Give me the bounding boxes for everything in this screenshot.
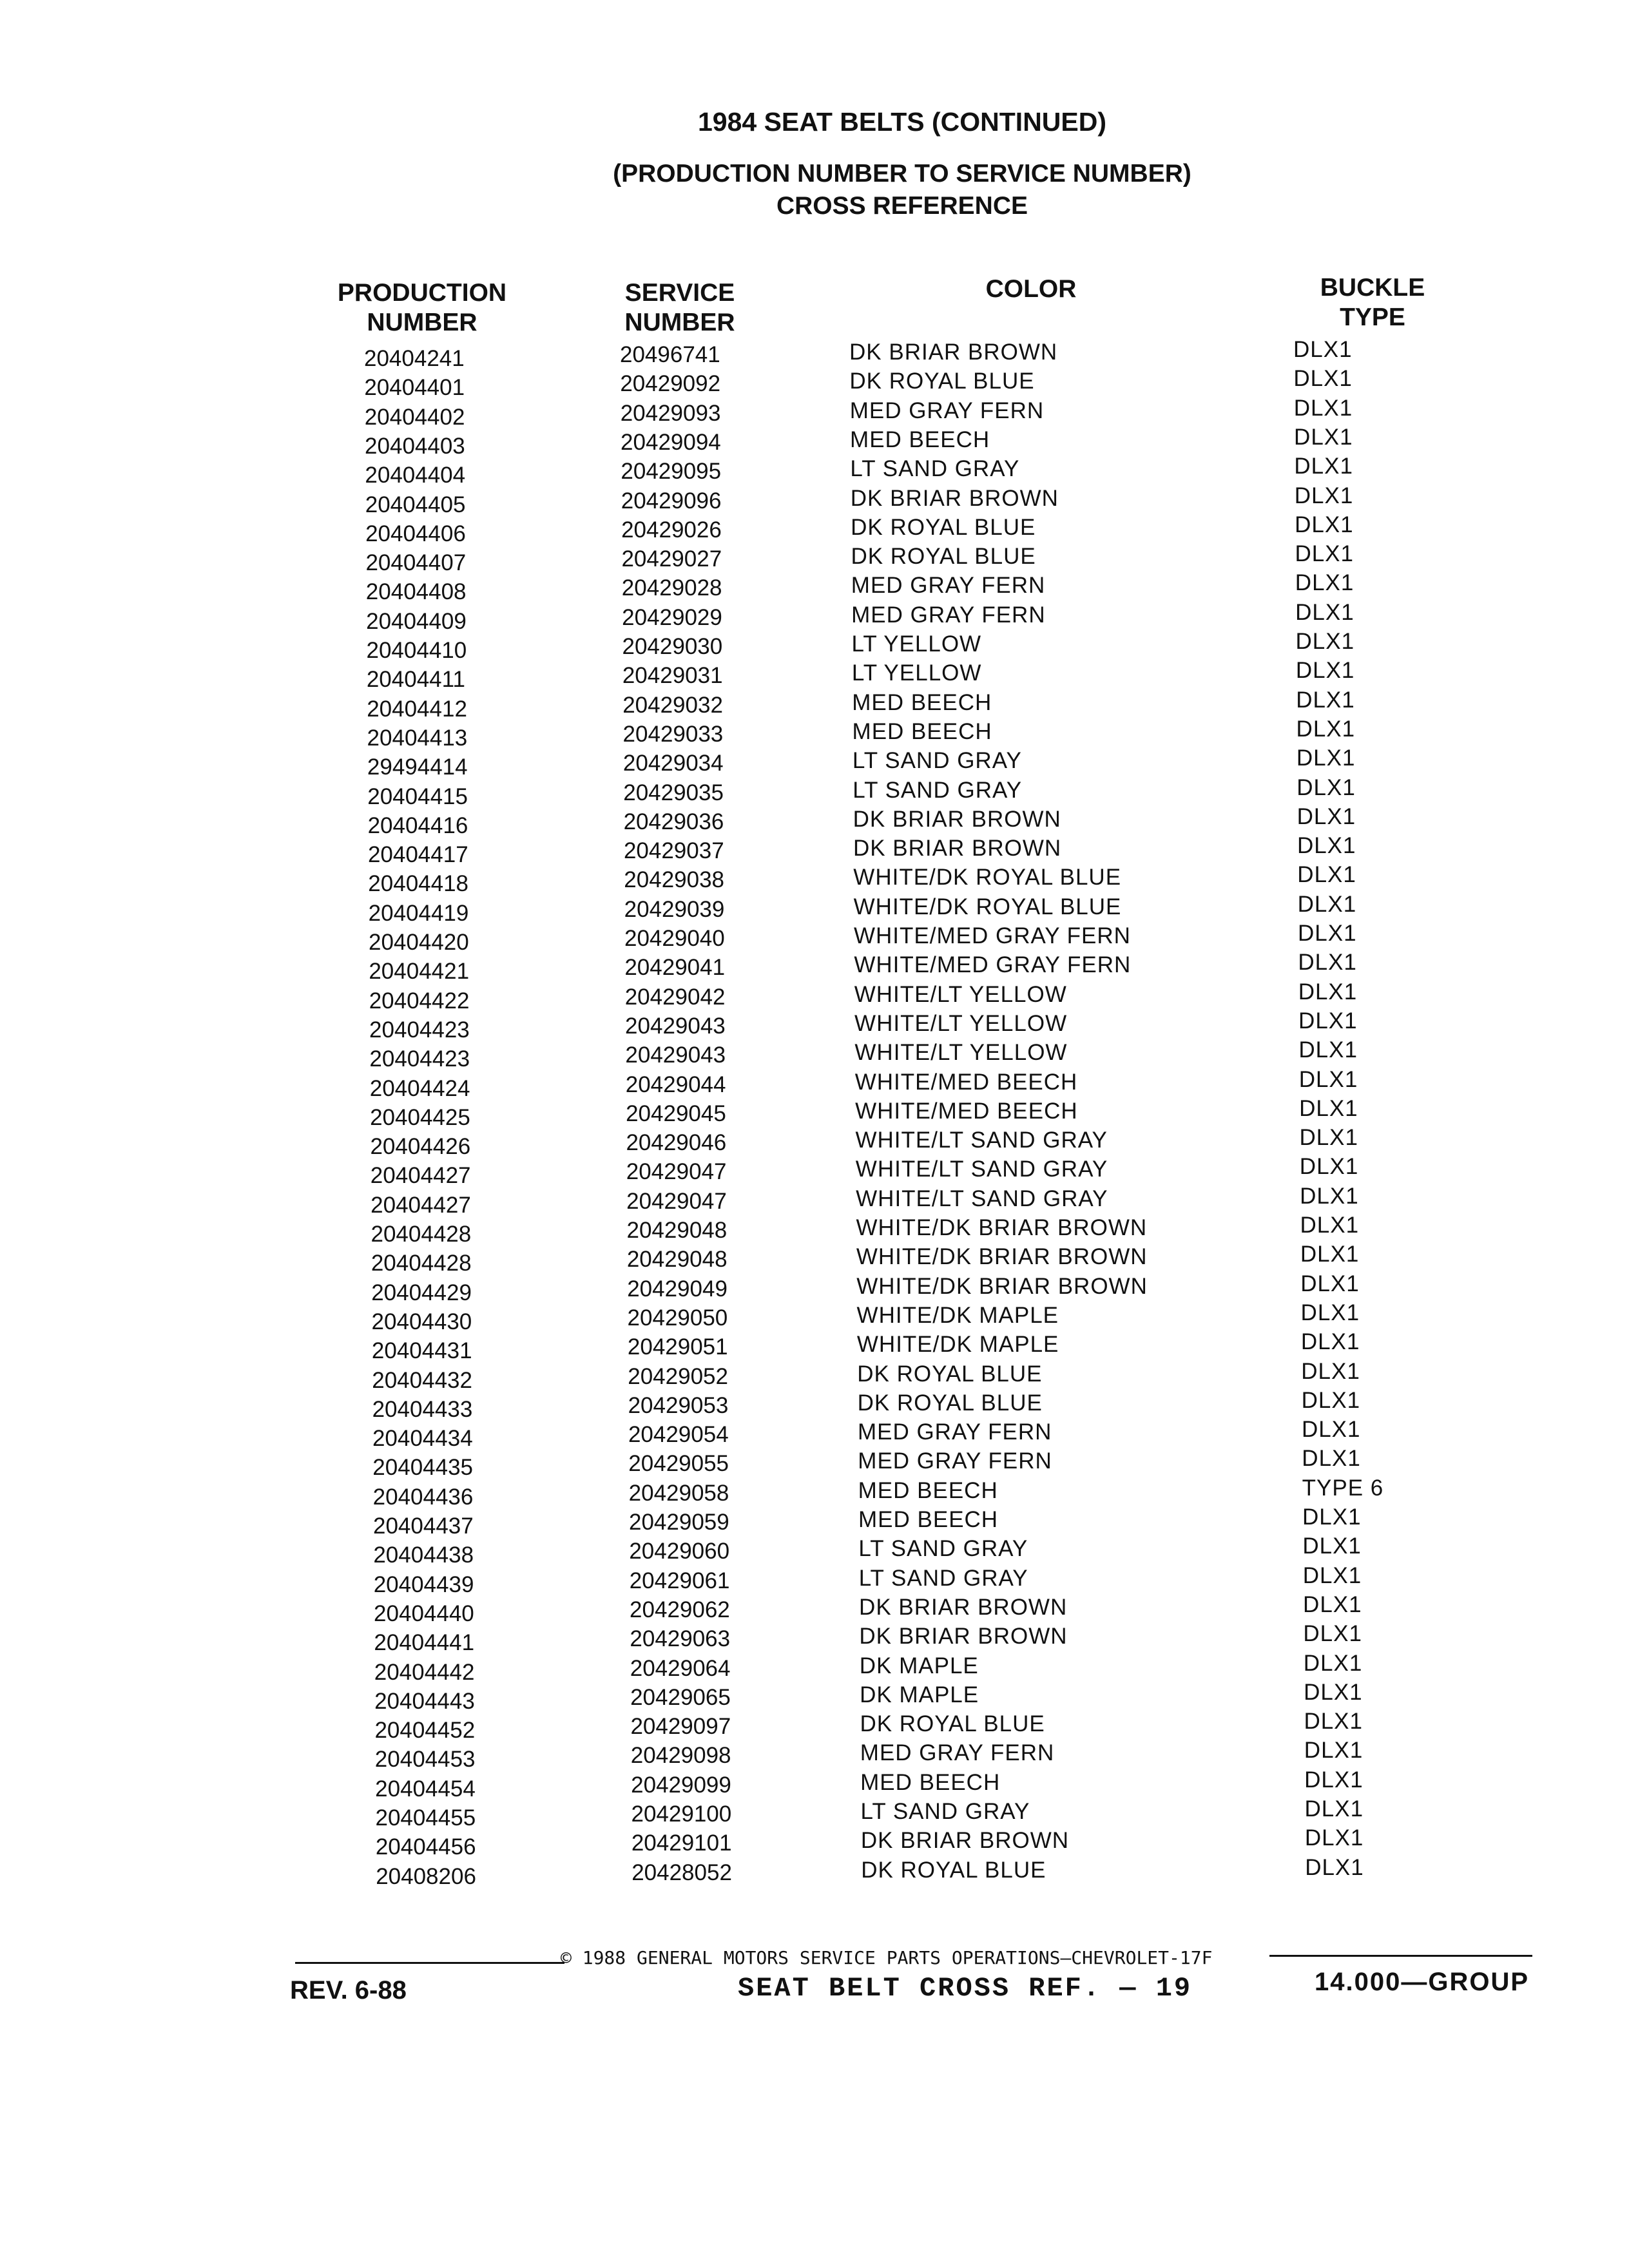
cell-production: 20404435 <box>372 1455 474 1481</box>
table-row <box>0 366 1629 402</box>
cell-service: 20429035 <box>623 780 724 805</box>
cell-color: DK ROYAL BLUE <box>857 1390 1043 1416</box>
table-row <box>0 1446 1629 1482</box>
cell-buckle: DLX1 <box>1300 1300 1360 1325</box>
table-row <box>0 1417 1629 1453</box>
cell-production: 20404409 <box>366 608 467 634</box>
cell-buckle: DLX1 <box>1304 1679 1363 1705</box>
cell-service: 20429027 <box>621 546 722 572</box>
cell-production: 20404417 <box>367 842 468 868</box>
table-row <box>0 1271 1629 1307</box>
cell-service: 20496741 <box>620 342 720 367</box>
cell-service: 20429043 <box>625 1013 726 1039</box>
cell-color: WHITE/DK MAPLE <box>856 1302 1059 1328</box>
table-row <box>0 1767 1629 1803</box>
cell-production: 20404404 <box>365 463 466 488</box>
table-row <box>0 1854 1629 1891</box>
cell-buckle: DLX1 <box>1298 950 1357 975</box>
cell-color: MED GRAY FERN <box>857 1419 1052 1445</box>
cell-production: 20404425 <box>370 1104 470 1130</box>
cell-production: 20404406 <box>365 521 466 546</box>
cell-buckle: DLX1 <box>1293 337 1353 362</box>
cell-color: DK BRIAR BROWN <box>859 1594 1068 1620</box>
table-row <box>0 1533 1629 1570</box>
cell-color: WHITE/LT YELLOW <box>854 981 1067 1007</box>
cell-color: LT SAND GRAY <box>850 456 1020 482</box>
table-row <box>0 716 1629 753</box>
cell-buckle: DLX1 <box>1299 1154 1359 1180</box>
cell-service: 20429050 <box>627 1305 728 1331</box>
cell-buckle: DLX1 <box>1297 862 1356 888</box>
cell-color: DK BRIAR BROWN <box>859 1624 1068 1649</box>
cell-production: 20404420 <box>369 930 469 955</box>
table-row <box>0 1475 1629 1512</box>
cell-buckle: DLX1 <box>1302 1562 1362 1588</box>
cell-production: 20404410 <box>366 638 467 663</box>
cell-buckle: DLX1 <box>1300 1183 1359 1209</box>
cell-service: 20429063 <box>630 1626 731 1652</box>
table-row <box>0 1387 1629 1424</box>
cell-service: 20429065 <box>630 1684 731 1710</box>
table-row <box>0 1591 1629 1628</box>
cell-color: MED BEECH <box>852 718 992 744</box>
cell-service: 20429095 <box>621 459 722 485</box>
table-row <box>0 1504 1629 1541</box>
table-row <box>0 541 1629 577</box>
cell-buckle: DLX1 <box>1298 979 1358 1004</box>
cell-color: WHITE/DK BRIAR BROWN <box>856 1273 1148 1299</box>
cell-production: 20404431 <box>371 1338 472 1364</box>
cell-production: 20404434 <box>372 1426 473 1452</box>
table-row <box>0 1796 1629 1832</box>
cell-production: 20404442 <box>374 1659 475 1685</box>
cell-production: 20404456 <box>375 1834 476 1860</box>
table-row <box>0 921 1629 957</box>
cell-buckle: DLX1 <box>1296 833 1356 859</box>
cell-buckle: DLX1 <box>1304 1767 1364 1792</box>
cell-buckle: TYPE 6 <box>1302 1475 1384 1501</box>
cell-production: 20404405 <box>365 492 466 517</box>
table-row <box>0 803 1629 840</box>
cell-color: MED GRAY FERN <box>860 1740 1055 1766</box>
cell-color: WHITE/DK ROYAL BLUE <box>853 865 1122 890</box>
table-row <box>0 979 1629 1015</box>
column-header-line: NUMBER <box>367 309 477 336</box>
cell-color: WHITE/LT YELLOW <box>854 1010 1068 1036</box>
cell-production: 20404427 <box>371 1192 471 1218</box>
cell-service: 20429030 <box>622 634 723 659</box>
cell-buckle: DLX1 <box>1295 541 1354 567</box>
cell-service: 20429049 <box>627 1276 728 1302</box>
cell-production: 20404454 <box>375 1776 476 1802</box>
cell-service: 20429101 <box>631 1831 732 1856</box>
cell-buckle: DLX1 <box>1295 629 1355 654</box>
cell-color: MED GRAY FERN <box>851 573 1046 599</box>
cell-service: 20429043 <box>625 1043 726 1068</box>
cell-service: 20429026 <box>621 517 722 543</box>
table-row <box>0 1008 1629 1044</box>
table-row <box>0 1125 1629 1161</box>
table-row <box>0 395 1629 432</box>
table-row <box>0 1650 1629 1687</box>
cell-buckle: DLX1 <box>1300 1242 1360 1267</box>
cell-buckle: DLX1 <box>1299 1095 1358 1121</box>
cell-color: LT SAND GRAY <box>852 748 1022 774</box>
cell-production: 20404436 <box>372 1484 474 1510</box>
cell-color: WHITE/LT SAND GRAY <box>855 1128 1108 1153</box>
cell-buckle: DLX1 <box>1293 366 1353 392</box>
cell-production: 20404403 <box>365 433 465 459</box>
cell-service: 20429093 <box>620 400 721 426</box>
cell-buckle: DLX1 <box>1294 424 1353 450</box>
cell-color: DK ROYAL BLUE <box>861 1857 1046 1883</box>
cell-service: 20429034 <box>622 751 724 776</box>
cell-color: DK ROYAL BLUE <box>851 544 1036 570</box>
cell-service: 20429097 <box>630 1714 731 1740</box>
table-row <box>0 1213 1629 1249</box>
cell-service: 20429059 <box>629 1510 729 1535</box>
table-row <box>0 891 1629 928</box>
cell-buckle: DLX1 <box>1296 774 1356 800</box>
cell-service: 20429040 <box>624 926 725 951</box>
cell-buckle: DLX1 <box>1296 745 1356 771</box>
cell-buckle: DLX1 <box>1296 803 1356 829</box>
cell-production: 29494414 <box>367 754 468 780</box>
cell-production: 20404441 <box>374 1630 475 1656</box>
cell-buckle: DLX1 <box>1296 687 1355 713</box>
cell-buckle: DLX1 <box>1298 1037 1358 1063</box>
cell-service: 20429045 <box>626 1100 726 1126</box>
cell-buckle: DLX1 <box>1304 1709 1363 1735</box>
cell-service: 20429099 <box>631 1772 731 1798</box>
cell-production: 20404452 <box>374 1718 476 1744</box>
cell-buckle: DLX1 <box>1300 1271 1360 1296</box>
cell-color: DK ROYAL BLUE <box>857 1361 1043 1387</box>
cell-buckle: DLX1 <box>1304 1825 1364 1851</box>
cell-buckle: DLX1 <box>1301 1387 1361 1413</box>
cell-color: WHITE/LT SAND GRAY <box>855 1157 1108 1182</box>
cell-color: MED GRAY FERN <box>858 1448 1052 1474</box>
cell-production: 20404419 <box>368 900 469 926</box>
table-row <box>0 1562 1629 1599</box>
cell-buckle: DLX1 <box>1299 1125 1358 1151</box>
cell-production: 20404427 <box>370 1163 471 1189</box>
cell-color: DK MAPLE <box>859 1653 979 1678</box>
cell-buckle: DLX1 <box>1293 395 1353 421</box>
table-row <box>0 950 1629 986</box>
cell-color: DK ROYAL BLUE <box>851 514 1036 540</box>
cell-service: 20429039 <box>624 896 725 922</box>
cell-production: 20404424 <box>369 1075 470 1101</box>
cell-service: 20429048 <box>626 1247 728 1273</box>
cell-service: 20429064 <box>630 1655 731 1681</box>
footer-rule-right <box>1269 1955 1532 1957</box>
footer-revision: REV. 6-88 <box>290 1976 407 2004</box>
cell-color: LT YELLOW <box>851 631 982 657</box>
table-row <box>0 629 1629 665</box>
cell-production: 20404453 <box>374 1747 476 1773</box>
cell-color: DK MAPLE <box>860 1682 979 1707</box>
table-row <box>0 1242 1629 1278</box>
table-row <box>0 1066 1629 1103</box>
cell-production: 20404428 <box>371 1251 472 1276</box>
page-subtitle: (PRODUCTION NUMBER TO SERVICE NUMBER) <box>613 160 1191 187</box>
cell-color: WHITE/MED GRAY FERN <box>854 952 1132 978</box>
cell-service: 20429096 <box>621 488 722 514</box>
cell-service: 20429051 <box>627 1334 728 1360</box>
cell-buckle: DLX1 <box>1301 1417 1361 1443</box>
column-header-line: NUMBER <box>624 309 735 336</box>
cell-buckle: DLX1 <box>1295 599 1354 625</box>
cell-production: 20404432 <box>372 1367 472 1393</box>
cell-service: 20429038 <box>624 867 725 893</box>
cell-service: 20429060 <box>629 1539 730 1564</box>
cell-buckle: DLX1 <box>1300 1329 1360 1355</box>
footer-copyright: © 1988 GENERAL MOTORS SERVICE PARTS OPERATIONS—CHEVROLET-17F <box>561 1947 1213 1968</box>
cell-color: MED GRAY FERN <box>851 602 1046 628</box>
cell-production: 20404443 <box>374 1688 475 1714</box>
cell-service: 20429092 <box>620 371 721 397</box>
cell-buckle: DLX1 <box>1295 570 1354 596</box>
cell-color: WHITE/LT YELLOW <box>854 1040 1068 1066</box>
table-row <box>0 512 1629 548</box>
cell-buckle: DLX1 <box>1302 1533 1362 1559</box>
footer-group: 14.000—GROUP <box>1315 1968 1530 1996</box>
cell-service: 20429029 <box>622 604 722 630</box>
cell-service: 20429052 <box>628 1363 728 1389</box>
cell-production: 20404429 <box>371 1280 472 1305</box>
cell-color: MED BEECH <box>858 1477 998 1503</box>
cell-color: DK ROYAL BLUE <box>849 369 1035 394</box>
cell-buckle: DLX1 <box>1294 483 1354 508</box>
cell-color: WHITE/MED BEECH <box>855 1098 1078 1124</box>
cell-production: 20404426 <box>370 1134 471 1160</box>
table-row <box>0 1300 1629 1336</box>
cell-buckle: DLX1 <box>1302 1446 1361 1472</box>
cell-buckle: DLX1 <box>1295 658 1355 684</box>
cell-production: 20404422 <box>369 988 470 1014</box>
cell-production: 20404440 <box>374 1600 474 1626</box>
cell-color: WHITE/MED GRAY FERN <box>854 923 1131 948</box>
cell-color: LT SAND GRAY <box>853 777 1023 803</box>
cell-production: 20404416 <box>367 812 468 838</box>
cell-color: DK BRIAR BROWN <box>860 1828 1070 1854</box>
footer-page-label: SEAT BELT CROSS REF. — 19 <box>738 1973 1193 2004</box>
footer-rule-left <box>295 1962 564 1964</box>
cell-service: 20428052 <box>631 1860 732 1885</box>
cell-production: 20404418 <box>368 871 469 897</box>
table-row <box>0 1183 1629 1220</box>
cell-service: 20429062 <box>630 1597 730 1622</box>
cell-production: 20404401 <box>364 375 465 401</box>
column-header-line: COLOR <box>985 275 1077 303</box>
cell-buckle: DLX1 <box>1304 1796 1364 1821</box>
cell-color: WHITE/DK BRIAR BROWN <box>856 1244 1148 1270</box>
table-row <box>0 1679 1629 1716</box>
table-row <box>0 687 1629 724</box>
cell-service: 20429058 <box>628 1480 729 1506</box>
cell-buckle: DLX1 <box>1295 512 1354 537</box>
cell-color: WHITE/DK ROYAL BLUE <box>853 894 1122 919</box>
cell-service: 20429048 <box>626 1218 728 1243</box>
cell-service: 20429036 <box>623 809 724 834</box>
cell-production: 20404241 <box>364 346 465 371</box>
cell-service: 20429047 <box>626 1188 727 1214</box>
table-row <box>0 1709 1629 1745</box>
column-header-line: PRODUCTION <box>337 279 507 307</box>
cell-production: 20408206 <box>376 1863 476 1889</box>
cell-production: 20404402 <box>364 404 465 430</box>
cell-service: 20429047 <box>626 1159 727 1185</box>
cell-service: 20429028 <box>621 575 722 601</box>
table-row <box>0 1154 1629 1190</box>
cell-production: 20404438 <box>373 1542 474 1568</box>
cell-service: 20429055 <box>628 1451 729 1477</box>
cell-service: 20429100 <box>631 1802 732 1827</box>
table-row <box>0 745 1629 782</box>
cell-production: 20404408 <box>365 579 467 605</box>
cell-service: 20429094 <box>621 429 721 455</box>
cell-service: 20429044 <box>625 1072 726 1097</box>
cell-color: WHITE/DK BRIAR BROWN <box>856 1215 1148 1240</box>
cell-color: DK BRIAR BROWN <box>853 836 1062 861</box>
cell-production: 20404413 <box>367 725 468 751</box>
table-row <box>0 833 1629 869</box>
table-row <box>0 570 1629 606</box>
cell-color: DK BRIAR BROWN <box>849 340 1058 365</box>
table-row <box>0 862 1629 898</box>
cell-color: LT YELLOW <box>851 660 982 686</box>
cell-service: 20429098 <box>630 1743 731 1769</box>
cell-color: LT SAND GRAY <box>860 1799 1030 1824</box>
table-row <box>0 337 1629 373</box>
cell-production: 20404407 <box>365 550 467 576</box>
cell-color: MED BEECH <box>850 427 990 452</box>
cell-buckle: DLX1 <box>1297 891 1357 917</box>
cell-service: 20429033 <box>622 721 724 747</box>
cell-color: LT SAND GRAY <box>858 1565 1028 1591</box>
cell-service: 20429046 <box>626 1130 727 1156</box>
cell-color: LT SAND GRAY <box>858 1536 1028 1562</box>
cell-production: 20404433 <box>372 1396 473 1422</box>
cell-color: DK BRIAR BROWN <box>853 806 1061 832</box>
cell-color: MED BEECH <box>860 1769 1001 1795</box>
table-row <box>0 454 1629 490</box>
cell-buckle: DLX1 <box>1305 1854 1364 1880</box>
cell-buckle: DLX1 <box>1298 921 1357 946</box>
cell-production: 20404439 <box>373 1571 474 1597</box>
cell-buckle: DLX1 <box>1296 716 1356 742</box>
column-header-line: BUCKLE <box>1320 274 1425 302</box>
page-title: 1984 SEAT BELTS (CONTINUED) <box>697 107 1107 137</box>
cell-production: 20404430 <box>371 1309 472 1334</box>
cell-color: MED BEECH <box>852 689 992 715</box>
table-row <box>0 1329 1629 1365</box>
table-row <box>0 1621 1629 1657</box>
cell-buckle: DLX1 <box>1294 454 1353 479</box>
cell-service: 20429032 <box>622 692 723 718</box>
table-row <box>0 1095 1629 1132</box>
cell-production: 20404412 <box>367 696 467 722</box>
cell-color: DK BRIAR BROWN <box>850 485 1059 511</box>
table-row <box>0 1358 1629 1395</box>
cell-service: 20429041 <box>624 955 726 981</box>
cell-color: WHITE/LT SAND GRAY <box>856 1186 1108 1211</box>
cell-production: 20404455 <box>375 1805 476 1831</box>
cell-buckle: DLX1 <box>1298 1008 1358 1033</box>
cell-buckle: DLX1 <box>1304 1738 1364 1763</box>
cell-color: WHITE/MED BEECH <box>854 1069 1078 1095</box>
table-row <box>0 483 1629 519</box>
cell-service: 20429037 <box>623 838 724 864</box>
table-row <box>0 658 1629 694</box>
cell-color: DK ROYAL BLUE <box>860 1711 1045 1737</box>
cell-color: WHITE/DK MAPLE <box>856 1332 1059 1358</box>
cell-service: 20429054 <box>628 1422 729 1448</box>
cell-buckle: DLX1 <box>1300 1213 1360 1238</box>
table-row <box>0 1037 1629 1073</box>
cell-service: 20429031 <box>622 663 723 689</box>
table-row <box>0 599 1629 636</box>
cell-buckle: DLX1 <box>1303 1621 1362 1647</box>
table-row <box>0 424 1629 461</box>
cell-color: MED BEECH <box>858 1507 999 1532</box>
cell-production: 20404421 <box>369 959 470 985</box>
page-subtitle-cross-reference: CROSS REFERENCE <box>776 192 1028 220</box>
cell-buckle: DLX1 <box>1303 1591 1362 1617</box>
cell-color: MED GRAY FERN <box>849 398 1045 423</box>
cell-production: 20404428 <box>371 1222 472 1247</box>
cell-buckle: DLX1 <box>1302 1504 1362 1530</box>
cell-buckle: DLX1 <box>1298 1066 1358 1092</box>
cell-production: 20404437 <box>373 1514 474 1539</box>
column-header-line: SERVICE <box>624 279 735 307</box>
cell-buckle: DLX1 <box>1303 1650 1363 1676</box>
cell-production: 20404423 <box>369 1017 470 1043</box>
cell-production: 20404423 <box>369 1046 470 1072</box>
column-header-line: TYPE <box>1340 303 1405 331</box>
cell-service: 20429042 <box>624 984 726 1010</box>
table-row <box>0 774 1629 811</box>
cell-production: 20404415 <box>367 783 468 809</box>
table-row <box>0 1738 1629 1774</box>
cell-service: 20429053 <box>628 1392 729 1418</box>
table-row <box>0 1825 1629 1861</box>
cell-service: 20429061 <box>629 1568 730 1593</box>
cell-production: 20404411 <box>366 667 465 693</box>
cell-buckle: DLX1 <box>1301 1358 1360 1384</box>
